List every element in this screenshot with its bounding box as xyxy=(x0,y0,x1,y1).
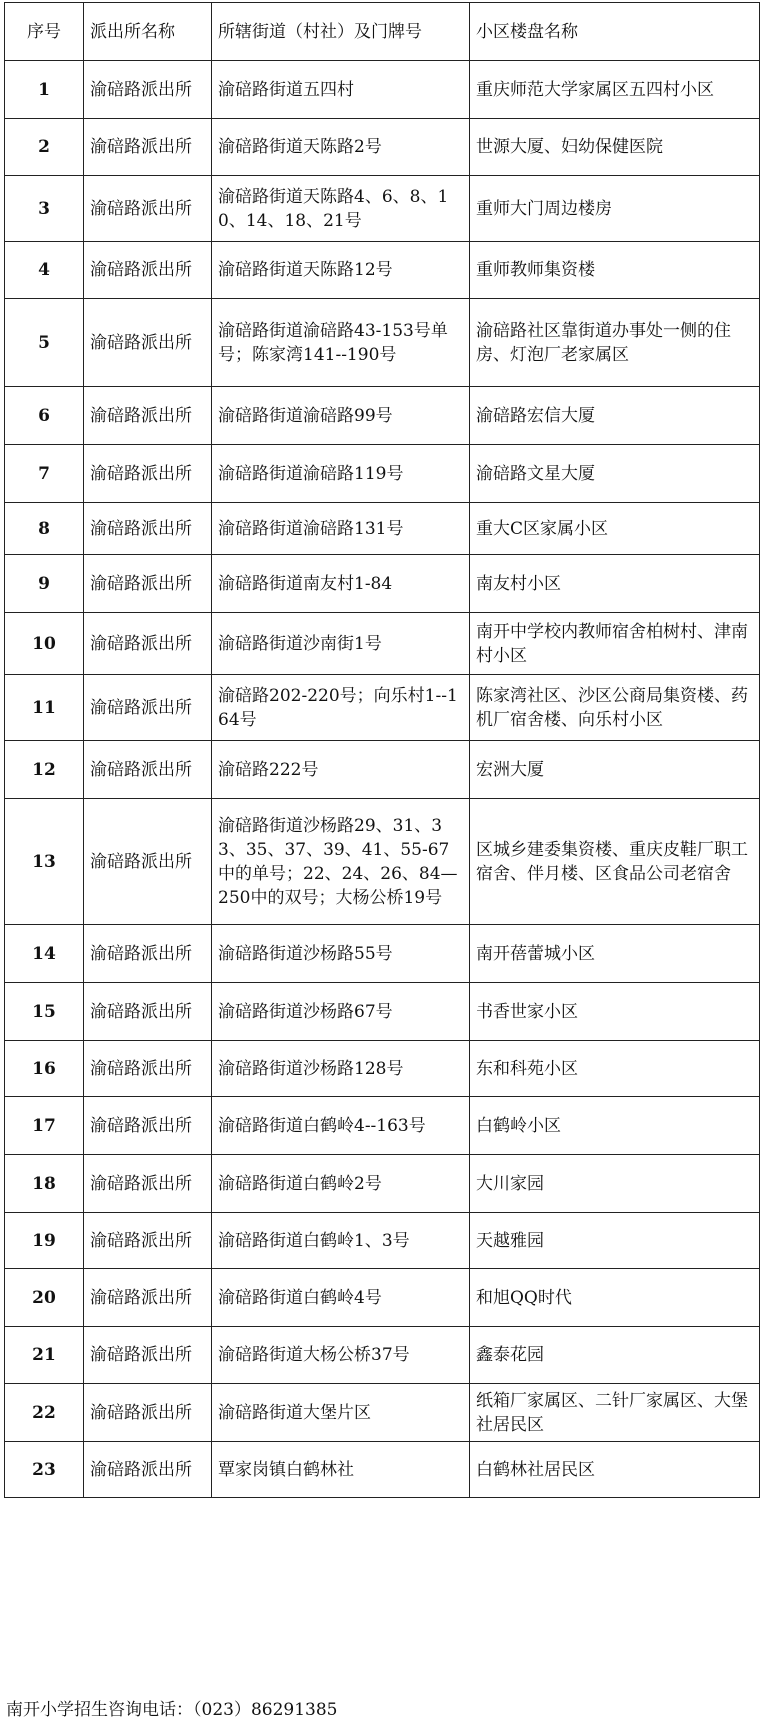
table-row xyxy=(5,555,760,613)
table-row xyxy=(5,242,760,299)
cell-station: 渝碚路派出所 xyxy=(84,613,212,675)
table-row xyxy=(5,675,760,741)
cell-address: 渝碚路街道天陈路12号 xyxy=(212,242,470,299)
cell-community: 南友村小区 xyxy=(470,555,760,613)
table-row xyxy=(5,445,760,503)
cell-no: 17 xyxy=(5,1097,84,1155)
cell-address: 渝碚路街道渝碚路131号 xyxy=(212,503,470,555)
cell-community: 世源大厦、妇幼保健医院 xyxy=(470,119,760,176)
table-row xyxy=(5,613,760,675)
cell-no: 23 xyxy=(5,1442,84,1498)
table-row xyxy=(5,119,760,176)
cell-address: 渝碚路街道沙杨路67号 xyxy=(212,983,470,1041)
cell-no: 2 xyxy=(5,119,84,176)
cell-community: 重师教师集资楼 xyxy=(470,242,760,299)
cell-no: 9 xyxy=(5,555,84,613)
cell-station: 渝碚路派出所 xyxy=(84,1155,212,1213)
cell-address: 渝碚路街道五四村 xyxy=(212,61,470,119)
cell-community: 重大C区家属小区 xyxy=(470,503,760,555)
table-row xyxy=(5,387,760,445)
table-row xyxy=(5,1384,760,1442)
cell-community: 天越雅园 xyxy=(470,1213,760,1269)
cell-address: 渝碚路街道天陈路2号 xyxy=(212,119,470,176)
cell-address: 渝碚路街道渝碚路99号 xyxy=(212,387,470,445)
cell-address: 渝碚路街道白鹤岭4--163号 xyxy=(212,1097,470,1155)
cell-station: 渝碚路派出所 xyxy=(84,1442,212,1498)
cell-no: 6 xyxy=(5,387,84,445)
header-station: 派出所名称 xyxy=(84,3,212,61)
cell-station: 渝碚路派出所 xyxy=(84,119,212,176)
cell-address: 渝碚路街道沙杨路29、31、33、35、37、39、41、55-67中的单号；22、24、26、84—250中的双号；大杨公桥19号 xyxy=(212,799,470,925)
cell-no: 14 xyxy=(5,925,84,983)
cell-address: 渝碚路街道南友村1-84 xyxy=(212,555,470,613)
cell-no: 7 xyxy=(5,445,84,503)
cell-community: 白鹤林社居民区 xyxy=(470,1442,760,1498)
cell-address: 渝碚路街道大堡片区 xyxy=(212,1384,470,1442)
cell-address: 渝碚路街道渝碚路119号 xyxy=(212,445,470,503)
table-row xyxy=(5,983,760,1041)
cell-no: 21 xyxy=(5,1327,84,1384)
cell-station: 渝碚路派出所 xyxy=(84,1269,212,1327)
cell-no: 15 xyxy=(5,983,84,1041)
cell-address: 渝碚路202-220号；向乐村1--164号 xyxy=(212,675,470,741)
cell-station: 渝碚路派出所 xyxy=(84,299,212,387)
cell-no: 12 xyxy=(5,741,84,799)
cell-community: 渝碚路宏信大厦 xyxy=(470,387,760,445)
cell-no: 10 xyxy=(5,613,84,675)
cell-address: 渝碚路街道天陈路4、6、8、10、14、18、21号 xyxy=(212,176,470,242)
table-row xyxy=(5,799,760,925)
cell-community: 渝碚路文星大厦 xyxy=(470,445,760,503)
table-row xyxy=(5,1041,760,1097)
enrollment-hotline: 南开小学招生咨询电话：（023）86291385 xyxy=(6,1700,338,1720)
cell-station: 渝碚路派出所 xyxy=(84,503,212,555)
cell-community: 南开蓓蕾城小区 xyxy=(470,925,760,983)
cell-no: 1 xyxy=(5,61,84,119)
cell-community: 书香世家小区 xyxy=(470,983,760,1041)
table-row xyxy=(5,1213,760,1269)
cell-no: 13 xyxy=(5,799,84,925)
cell-address: 渝碚路222号 xyxy=(212,741,470,799)
header-no: 序号 xyxy=(5,3,84,61)
cell-community: 南开中学校内教师宿舍柏树村、津南村小区 xyxy=(470,613,760,675)
cell-address: 渝碚路街道白鹤岭1、3号 xyxy=(212,1213,470,1269)
cell-station: 渝碚路派出所 xyxy=(84,61,212,119)
table-row xyxy=(5,741,760,799)
cell-no: 22 xyxy=(5,1384,84,1442)
table-row xyxy=(5,176,760,242)
table-row xyxy=(5,61,760,119)
cell-community: 大川家园 xyxy=(470,1155,760,1213)
cell-community: 和旭QQ时代 xyxy=(470,1269,760,1327)
cell-station: 渝碚路派出所 xyxy=(84,1041,212,1097)
cell-station: 渝碚路派出所 xyxy=(84,1384,212,1442)
cell-station: 渝碚路派出所 xyxy=(84,1327,212,1384)
cell-community: 重庆师范大学家属区五四村小区 xyxy=(470,61,760,119)
cell-station: 渝碚路派出所 xyxy=(84,1213,212,1269)
cell-address: 渝碚路街道白鹤岭4号 xyxy=(212,1269,470,1327)
cell-station: 渝碚路派出所 xyxy=(84,176,212,242)
cell-address: 渝碚路街道沙杨路128号 xyxy=(212,1041,470,1097)
table-row xyxy=(5,1155,760,1213)
cell-no: 16 xyxy=(5,1041,84,1097)
cell-community: 白鹤岭小区 xyxy=(470,1097,760,1155)
table-row xyxy=(5,503,760,555)
cell-no: 20 xyxy=(5,1269,84,1327)
table-row xyxy=(5,1269,760,1327)
cell-station: 渝碚路派出所 xyxy=(84,741,212,799)
cell-community: 纸箱厂家属区、二针厂家属区、大堡社居民区 xyxy=(470,1384,760,1442)
table-row xyxy=(5,1097,760,1155)
cell-no: 4 xyxy=(5,242,84,299)
cell-station: 渝碚路派出所 xyxy=(84,1097,212,1155)
cell-address: 渝碚路街道白鹤岭2号 xyxy=(212,1155,470,1213)
cell-station: 渝碚路派出所 xyxy=(84,242,212,299)
table-row xyxy=(5,1442,760,1498)
cell-station: 渝碚路派出所 xyxy=(84,983,212,1041)
cell-no: 19 xyxy=(5,1213,84,1269)
cell-address: 渝碚路街道沙南街1号 xyxy=(212,613,470,675)
table-body xyxy=(5,61,760,1498)
cell-station: 渝碚路派出所 xyxy=(84,555,212,613)
cell-address: 覃家岗镇白鹤林社 xyxy=(212,1442,470,1498)
cell-no: 3 xyxy=(5,176,84,242)
cell-no: 5 xyxy=(5,299,84,387)
cell-station: 渝碚路派出所 xyxy=(84,925,212,983)
cell-station: 渝碚路派出所 xyxy=(84,387,212,445)
cell-address: 渝碚路街道渝碚路43-153号单号；陈家湾141--190号 xyxy=(212,299,470,387)
header-community: 小区楼盘名称 xyxy=(470,3,760,61)
cell-community: 鑫泰花园 xyxy=(470,1327,760,1384)
header-address: 所辖街道（村社）及门牌号 xyxy=(212,3,470,61)
table-row xyxy=(5,925,760,983)
table-row xyxy=(5,299,760,387)
cell-station: 渝碚路派出所 xyxy=(84,675,212,741)
zoning-table xyxy=(4,2,760,1498)
table-header-row xyxy=(5,3,760,61)
cell-address: 渝碚路街道大杨公桥37号 xyxy=(212,1327,470,1384)
cell-station: 渝碚路派出所 xyxy=(84,445,212,503)
cell-address: 渝碚路街道沙杨路55号 xyxy=(212,925,470,983)
table-row xyxy=(5,1327,760,1384)
cell-community: 陈家湾社区、沙区公商局集资楼、药机厂宿舍楼、向乐村小区 xyxy=(470,675,760,741)
cell-community: 宏洲大厦 xyxy=(470,741,760,799)
cell-no: 11 xyxy=(5,675,84,741)
cell-community: 渝碚路社区靠街道办事处一侧的住房、灯泡厂老家属区 xyxy=(470,299,760,387)
cell-community: 东和科苑小区 xyxy=(470,1041,760,1097)
cell-no: 18 xyxy=(5,1155,84,1213)
cell-community: 重师大门周边楼房 xyxy=(470,176,760,242)
cell-community: 区城乡建委集资楼、重庆皮鞋厂职工宿舍、伴月楼、区食品公司老宿舍 xyxy=(470,799,760,925)
cell-no: 8 xyxy=(5,503,84,555)
cell-station: 渝碚路派出所 xyxy=(84,799,212,925)
